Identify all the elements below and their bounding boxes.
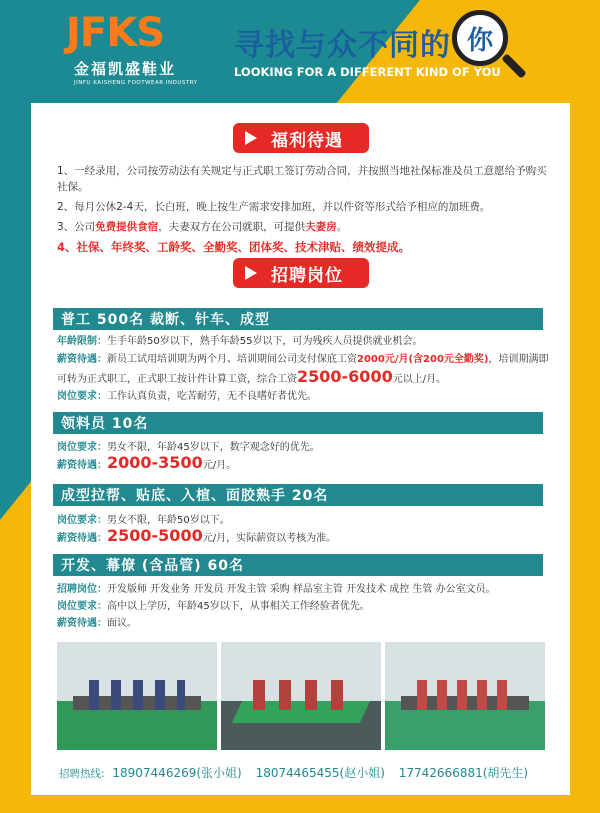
hotline-number[interactable]: 17742666881(胡先生) [398, 766, 529, 780]
factory-photo [57, 642, 217, 750]
dev-salary [57, 616, 549, 631]
jobs-banner [233, 258, 369, 288]
hotline-number[interactable]: 18074465455(赵小姐) [255, 766, 385, 780]
welfare-item: 1、一经录用，公司按劳动法有关规定与正式职工签订劳动合同，并按照当地社保标准及员工意愿给予购买社保。 [57, 165, 547, 193]
welfare-item: 4、社保、年终奖、工龄奖、全勤奖、团体奖、技术津贴、绩效提成。 [57, 240, 410, 254]
field-value: 开发版师 开发业务 开发员 开发主管 采购 样品室主管 开发技术 成控 生管 办公室文员。 [107, 584, 496, 595]
field-value: 新员工试用培训期为两个月、培训期间公司支付保底工资 [107, 354, 357, 365]
field-value: 元/月，实际薪资以考核为准。 [202, 533, 337, 544]
salary-range: 2000-3500 [107, 453, 203, 472]
welfare-text: ，夫妻双方在公司就职，可提供 [158, 221, 306, 233]
general-salary [57, 351, 549, 388]
job-title-materials: 领料员 10名 [53, 412, 543, 434]
field-value: 高中以上学历，年龄45岁以下，从事相关工作经验者优先。 [107, 601, 370, 612]
salary-range: 2500-6000 [297, 367, 393, 386]
welfare-item [57, 219, 557, 235]
hotline-number[interactable]: 18907446269(张小姐) [112, 766, 242, 780]
welfare-list [57, 163, 557, 259]
dev-positions [57, 582, 549, 597]
job-title-general: 普工 500名 裁断、针车、成型 [53, 308, 543, 330]
jobs-title: 招聘岗位 [271, 265, 343, 286]
hotline [59, 764, 559, 781]
company-name-en: JINFU KAISHENG FOOTWEAR INDUSTRY [74, 80, 198, 86]
field-value: ，培训期满即可转为正式职工，正式职工按计件计算工资，综合工资 [57, 354, 549, 385]
salary-highlight: 2000元/月(含200元全勤奖) [357, 354, 489, 365]
welfare-title: 福利待遇 [271, 130, 343, 151]
field-label: 年龄限制： [57, 336, 107, 347]
job-title-skilled: 成型拉帮、贴底、入楦、面胶熟手 20名 [53, 484, 543, 506]
company-logo: JFKS [66, 10, 165, 56]
field-label: 薪资待遇： [57, 354, 107, 365]
factory-photos [57, 642, 545, 750]
highlight-couple-room: 夫妻房 [305, 221, 337, 233]
slogan-cn: 寻找与众不同的 [234, 28, 451, 63]
slogan-en: LOOKING FOR A DIFFERENT KIND OF YOU [234, 65, 501, 79]
content-card [31, 103, 570, 795]
welfare-item: 2、每月公休2-4天，长白班，晚上按生产需求安排加班，并以件资等形式给予相应的加班费。 [57, 201, 491, 213]
field-value: 生手年龄50岁以下，熟手年龄55岁以下，可为残疾人员提供就业机会。 [107, 336, 423, 347]
general-age [57, 334, 549, 349]
field-value: 元以上/月。 [392, 374, 447, 385]
factory-photo [221, 642, 381, 750]
field-value: 面议。 [107, 618, 137, 629]
dev-req [57, 599, 549, 614]
field-label: 薪资待遇： [57, 533, 107, 544]
salary-range: 2500-5000 [107, 526, 203, 545]
field-label: 岗位要求： [57, 442, 107, 453]
job-title-dev: 开发、幕僚 (含品管) 60名 [53, 554, 543, 576]
play-icon [245, 266, 257, 280]
slogan-you: 你 [466, 25, 493, 56]
factory-photo [385, 642, 545, 750]
play-icon [245, 131, 257, 145]
field-label: 招聘岗位： [57, 584, 107, 595]
highlight-free-meals: 免费提供食宿 [95, 221, 159, 233]
field-value: 男女不限，年龄45岁以下，数字观念好的优先。 [107, 442, 320, 453]
field-label: 岗位要求： [57, 601, 107, 612]
field-value: 男女不限，年龄50岁以下。 [107, 515, 230, 526]
field-value: 工作认真负责，吃苦耐劳，无不良嗜好者优先。 [107, 391, 317, 402]
hotline-label: 招聘热线: [59, 768, 105, 780]
magnifier-icon [452, 10, 508, 66]
field-label: 薪资待遇： [57, 618, 107, 629]
general-req [57, 389, 549, 404]
materials-salary [57, 455, 549, 473]
field-label: 岗位要求： [57, 515, 107, 526]
welfare-banner [233, 123, 369, 153]
field-value: 元/月。 [202, 460, 237, 471]
welfare-text: 。 [336, 221, 348, 233]
header [0, 0, 600, 100]
field-label: 岗位要求： [57, 391, 107, 402]
field-label: 薪资待遇： [57, 460, 107, 471]
company-name-cn: 金福凯盛鞋业 [74, 60, 177, 78]
magnifier-handle [501, 53, 526, 78]
welfare-text: 3、公司 [57, 221, 96, 233]
skilled-salary [57, 528, 549, 546]
